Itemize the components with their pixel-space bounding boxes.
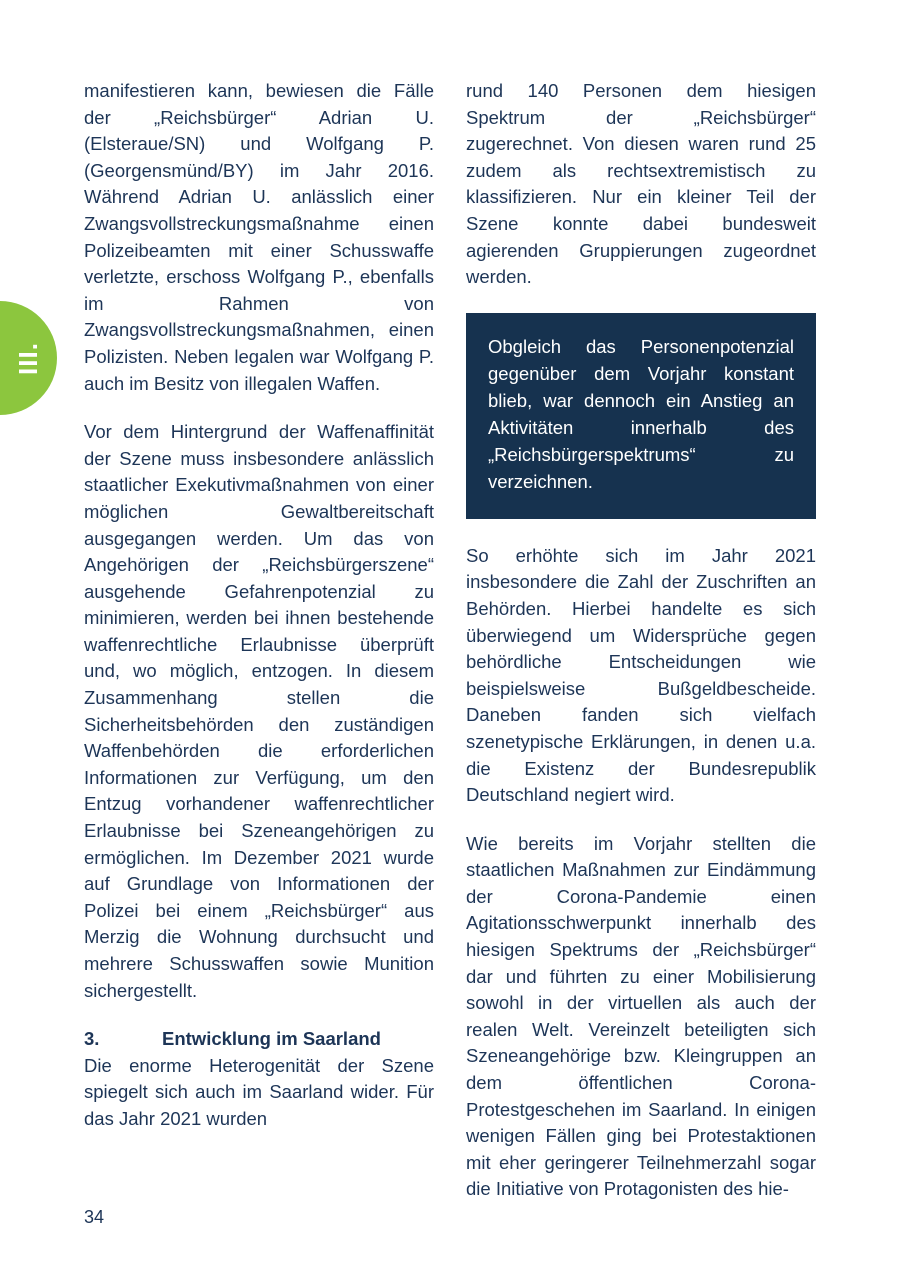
pull-quote: Obgleich das Personenpotenzial gegenüber dem Vorjahr konstant blieb, war dennoch ein Anstieg an Aktivitäten innerhalb des „Reichsbürgerspektrums“ zu verzeichnen. xyxy=(466,313,816,519)
paragraph: manifestieren kann, bewiesen die Fälle der „Reichsbürger“ Adrian U. (Elsteraue/SN) und Wolfgang P. (Georgensmünd/BY) im Jahr 2016. Während Adrian U. anlässlich einer Zwangsvollstreckungsmaßnahme einen Polizeibeamten mit einer Schusswaffe verletzte, erschoss Wolfgang P., ebenfalls im Rahmen von Zwangsvollstreckungsmaßnahmen, einen Polizisten. Neben legalen war Wolfgang P. auch im Besitz von illegalen Waffen. xyxy=(84,80,434,394)
two-column-text-body xyxy=(84,78,816,1203)
right-column xyxy=(466,78,816,1203)
section-title: Entwicklung im Saarland xyxy=(162,1028,381,1050)
chapter-tab-label: III. xyxy=(13,341,43,375)
paragraph: Die enorme Heterogenität der Szene spiegelt sich auch im Saarland wider. Für das Jahr 2021 wurden xyxy=(84,1054,434,1129)
paragraph: Vor dem Hintergrund der Waffenaffinität der Szene muss insbesondere anlässlich staatlicher Exekutivmaßnahmen von einer möglichen Gewaltbereitschaft ausgegangen werden. Um das von Angehörigen der „Reichsbürgerszene“ ausgehende Gefahrenpotenzial zu minimieren, werden bei ihnen bestehende waffenrechtliche Erlaubnisse überprüft und, wo möglich, entzogen. In diesem Zusammenhang stellen die Sicherheitsbehörden den zuständigen Waffenbehörden die erforderlichen Informationen zur Verfügung, um den Entzug vorhandener waffenrechtlicher Erlaubnisse bei Szeneangehörigen zu ermöglichen. Im Dezember 2021 wurde auf Grundlage von Informationen der Polizei bei einem „Reichsbürger“ aus Merzig die Wohnung durchsucht und mehrere Schusswaffen sowie Munition sichergestellt. xyxy=(84,421,434,1001)
page-number: 34 xyxy=(84,1207,105,1227)
section-number: 3. xyxy=(84,1028,100,1050)
section-heading xyxy=(84,1026,434,1053)
chapter-tab xyxy=(0,301,57,415)
paragraph: rund 140 Personen dem hiesigen Spektrum der „Reichsbürger“ zugerechnet. Von diesen waren rund 25 zudem als rechtsextremistisch zu klassifizieren. Nur ein kleiner Teil der Szene konnte dabei bundesweit agierenden Gruppierungen zugeordnet werden. xyxy=(466,80,816,288)
left-column xyxy=(84,78,434,1203)
paragraph: So erhöhte sich im Jahr 2021 insbesondere die Zahl der Zuschriften an Behörden. Hierbei handelte es sich überwiegend um Widersprüche gegen behördliche Entscheidungen wie beispielsweise Bußgeldbescheide. Daneben fanden sich vielfach szenetypische Erklärungen, in denen u.a. die Existenz der Bundesrepublik Deutschland negiert wird. xyxy=(466,544,816,806)
paragraph: Wie bereits im Vorjahr stellten die staatlichen Maßnahmen zur Eindämmung der Corona-Pandemie einen Agitationsschwerpunkt innerhalb des hiesigen Spektrums der „Reichsbürger“ dar und führten zu einer Mobilisierung sowohl in der virtuellen als auch der realen Welt. Vereinzelt beteiligten sich Szeneangehörige bzw. Kleingruppen an dem öffentlichen Corona-Protestgeschehen im Saarland. In einigen wenigen Fällen ging bei Protestaktionen mit eher geringerer Teilnehmerzahl sogar die Initiative von Protagonisten des hie- xyxy=(466,832,816,1200)
